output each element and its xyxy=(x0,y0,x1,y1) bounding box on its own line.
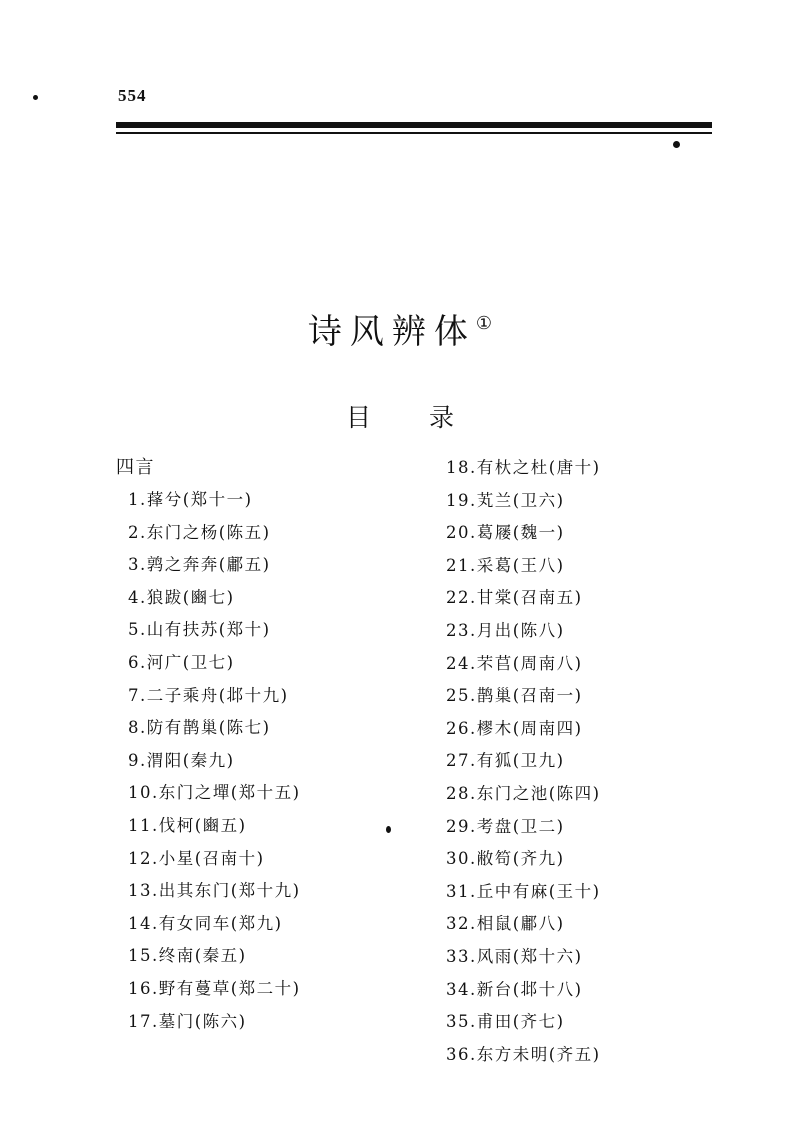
toc-entry: 3.鹑之奔奔(鄘五) xyxy=(128,555,271,575)
toc-entry: 13.出其东门(郑十九) xyxy=(128,881,301,901)
toc-entry: 33.风雨(郑十六) xyxy=(446,946,583,966)
toc-heading xyxy=(0,398,800,434)
toc-entry: 23.月出(陈八) xyxy=(446,620,565,640)
toc-entry: 35.甫田(齐七) xyxy=(446,1012,565,1032)
toc-entry: 28.东门之池(陈四) xyxy=(446,783,601,803)
page-number: 554 xyxy=(118,86,147,105)
toc-entry: 12.小星(召南十) xyxy=(128,848,265,868)
toc-column-right xyxy=(446,452,601,1071)
toc-heading-right: 录 xyxy=(429,403,455,432)
header-rule-thin xyxy=(116,132,712,134)
scan-speck xyxy=(33,95,38,100)
scan-speck xyxy=(673,141,680,148)
page-title-text: 诗风辨体 xyxy=(307,312,476,352)
toc-entry: 17.墓门(陈六) xyxy=(128,1011,247,1031)
toc-entry: 1.萚兮(郑十一) xyxy=(128,490,253,509)
toc-heading-left: 目 xyxy=(345,403,371,432)
toc-entry: 5.山有扶苏(郑十) xyxy=(128,620,271,640)
toc-entry: 27.有狐(卫九) xyxy=(446,751,565,771)
toc-entry: 9.渭阳(秦九) xyxy=(128,750,235,770)
toc-entry: 36.东方未明(齐五) xyxy=(446,1044,601,1064)
toc-entry: 20.葛屦(魏一) xyxy=(446,523,565,543)
toc-entry: 29.考盘(卫二) xyxy=(446,816,565,836)
toc-column-left xyxy=(116,452,301,1038)
toc-entry: 14.有女同车(郑九) xyxy=(128,913,283,933)
toc-entry: 2.东门之杨(陈五) xyxy=(128,522,271,542)
toc-entry: 34.新台(邶十八) xyxy=(446,979,583,999)
toc-entry: 7.二子乘舟(邶十九) xyxy=(128,685,289,705)
page-title xyxy=(0,304,800,353)
toc-entry: 4.狼跋(豳七) xyxy=(128,587,235,607)
footnote-marker: ① xyxy=(475,313,493,334)
toc-entry: 6.河广(卫七) xyxy=(128,652,235,672)
toc-entry: 31.丘中有麻(王十) xyxy=(446,881,601,901)
toc-entry: 22.甘棠(召南五) xyxy=(446,588,583,608)
toc-entry: 8.防有鹊巢(陈七) xyxy=(128,718,271,738)
toc-entry: 24.芣苢(周南八) xyxy=(446,653,583,673)
toc-entry: 25.鹊巢(召南一) xyxy=(446,686,583,706)
toc-entry: 11.伐柯(豳五) xyxy=(128,815,247,835)
toc-section-label: 四言 xyxy=(116,457,155,478)
scan-speck xyxy=(386,826,391,833)
toc-entry: 15.终南(秦五) xyxy=(128,946,247,966)
header-rule-thick xyxy=(116,122,712,128)
toc-entry: 16.野有蔓草(郑二十) xyxy=(128,978,301,998)
toc-entry: 30.敝笱(齐九) xyxy=(446,849,565,869)
toc-entry: 32.相鼠(鄘八) xyxy=(446,914,565,934)
toc-entry: 19.芄兰(卫六) xyxy=(446,490,565,510)
toc-entry: 26.樛木(周南四) xyxy=(446,718,583,738)
toc-entry: 18.有杕之杜(唐十) xyxy=(446,458,601,477)
toc-entry: 10.东门之墠(郑十五) xyxy=(128,783,301,803)
toc-entry: 21.采葛(王八) xyxy=(446,555,565,575)
